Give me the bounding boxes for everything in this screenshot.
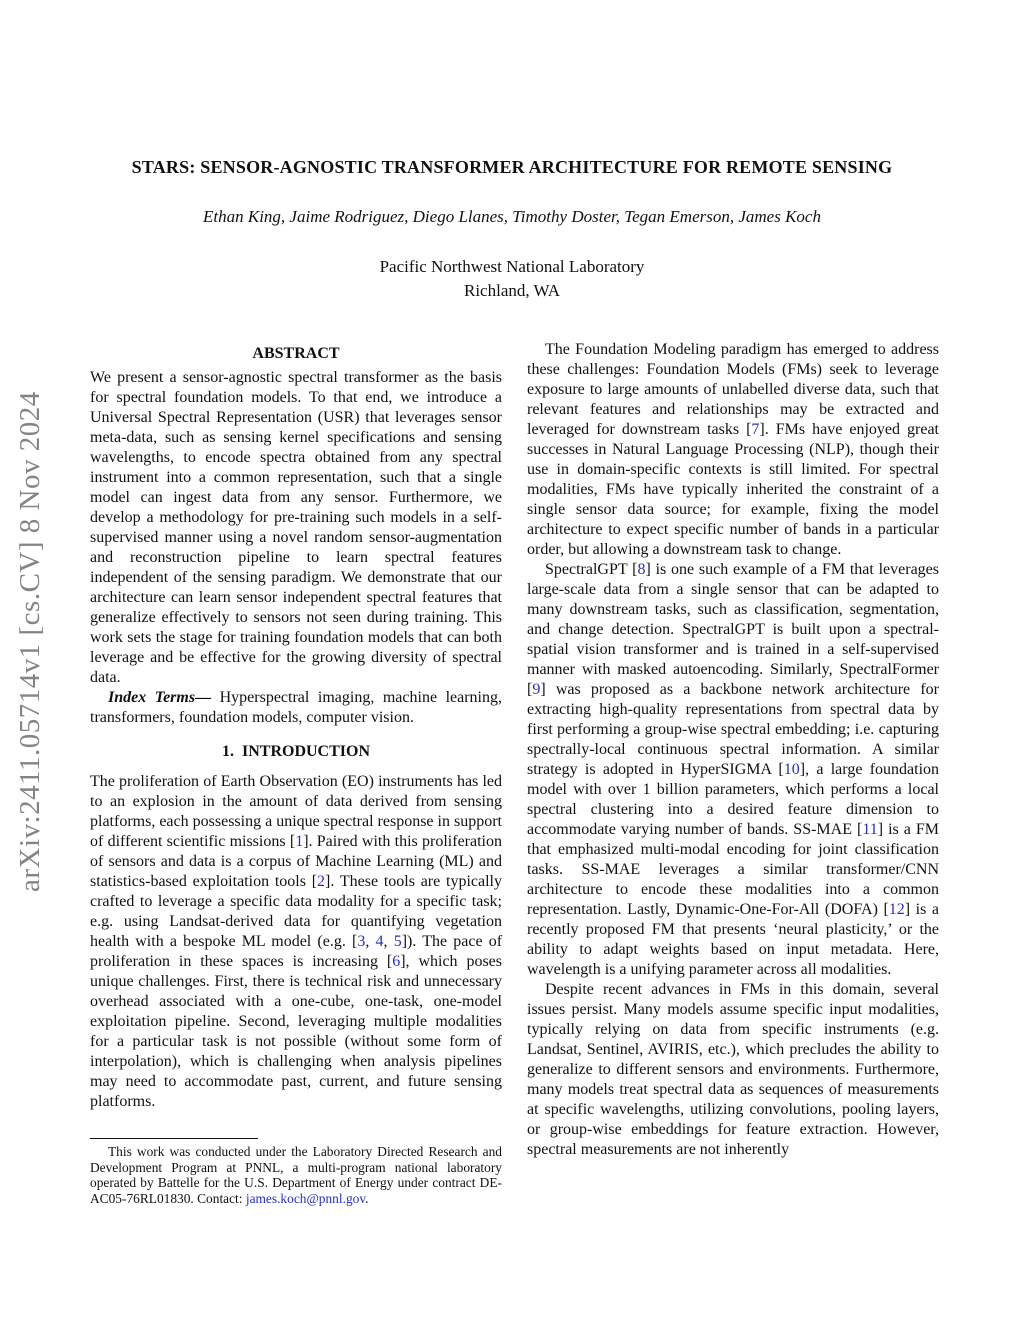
left-column [90, 344, 502, 1112]
right-column [527, 340, 939, 1160]
citation-link[interactable]: 12 [888, 901, 905, 918]
footnote-after-email: . [365, 1190, 369, 1206]
footnote [90, 1138, 502, 1206]
right-paragraph-1: The Foundation Modeling paradigm has emerged to address these challenges: Foundation Models (FMs) seek to leverage exposure to large amounts of unlabelled diverse data, such that relevant features and relationships may be extracted and leveraged for downstream tasks [7]. FMs have enjoyed great successes in Natural Language Processing (NLP), though their use in domain-specific contexts is still limited. For spectral modalities, FMs have typically inherited the constraint of a single sensor data source; for example, fixing the model architecture to expect specific number of bands in a particular order, but allowing a downstream task to change. [527, 341, 939, 558]
affiliation-name: Pacific Northwest National Laboratory [379, 257, 645, 276]
footnote-rule [90, 1138, 258, 1139]
paper-title: STARS: SENSOR-AGNOSTIC TRANSFORMER ARCHITECTURE FOR REMOTE SENSING [131, 157, 893, 177]
introduction-heading: 1. INTRODUCTION [221, 743, 370, 760]
affiliation-location: Richland, WA [463, 281, 560, 300]
arxiv-sidebar-label: arXiv:2411.05714v1 [cs.CV] 8 Nov 2024 [14, 391, 46, 893]
index-terms [90, 688, 502, 728]
abstract-heading: ABSTRACT [252, 345, 340, 362]
citation-link[interactable]: 5 [393, 933, 402, 950]
citation-link[interactable]: 10 [783, 761, 800, 778]
footnote-text [90, 1144, 502, 1206]
footnote-before-email: This work was conducted under the Laboratory Directed Research and Development Program at PNNL, a multi-program national laboratory operated by Battelle for the U.S. Department of Energy under contract DE-AC05-76RL01830. Contact: [90, 1144, 502, 1206]
index-terms-label: Index Terms— [108, 689, 212, 706]
citation-link[interactable]: 8 [637, 561, 646, 578]
contact-email-link[interactable]: james.koch@pnnl.gov [245, 1190, 366, 1206]
paper-affiliation [60, 255, 964, 303]
introduction-paragraph: The proliferation of Earth Observation (EO) instruments has led to an explosion in the amount of data derived from sensing platforms, each possessing a unique spectral response in support of different scientific missions [1]. Paired with this proliferation of sensors and data is a corpus of Machine Learning (ML) and statistics-based exploitation tools [2]. These tools are typically crafted to leverage a specific data modality for a specific task; e.g. using Landsat-derived data for quantifying vegetation health with a bespoke ML model (e.g. [3, 4, 5]). The pace of proliferation in these spaces is increasing [6], which poses unique challenges. First, there is technical risk and unnecessary overhead associated with a one-cube, one-task, one-model exploitation pipeline. Second, leveraging multiple modalities for a particular task is not possible (without some form of interpolation), which is challenging when analysis pipelines may need to accommodate past, current, and future sensing platforms. [90, 773, 503, 1110]
right-paragraph-3: Despite recent advances in FMs in this domain, several issues persist. Many models assume specific input modalities, typically relying on data from specific instruments (e.g. Landsat, Sentinel, AVIRIS, etc.), which precludes the ability to generalize to different sensors and environments. Furthermore, many models treat spectral data as sequences of measurements at specific wavelengths, utilizing convolutions, pooling layers, or group-wise embeddings for feature extraction. However, spectral measurements are not inherently [527, 981, 939, 1158]
right-paragraph-2: SpectralGPT [8] is one such example of a FM that leverages large-scale data from a single sensor that can be adapted to many downstream tasks, such as classification, segmentation, and change detection. SpectralGPT is built upon a spectral-spatial vision transformer and is trained in a self-supervised manner with masked autoencoding. Similarly, SpectralFormer [9] was proposed as a backbone network architecture for extracting high-quality representations from spectral data by first performing a group-wise spectral embedding; i.e. capturing spectrally-local continuous spectral information. A similar strategy is adopted in HyperSIGMA [10], a large foundation model with over 1 billion parameters, which performs a local spectral clustering into a desired feature dimension to accommodate varying number of bands. SS-MAE [11] is a FM that emphasized multi-modal encoding for joint classification tasks. SS-MAE leverages a similar transformer/CNN architecture to encode these modalities into a common representation. Lastly, Dynamic-One-For-All (DOFA) [12] is a recently proposed FM that presents ‘neural plasticity,’ or the ability to adapt weights based on input metadata. Here, wavelength is a unifying parameter across all modalities. [527, 561, 940, 978]
index-terms-body: Hyperspectral imaging, machine learning, transformers, foundation models, computer vision. [90, 689, 503, 726]
citation-link[interactable]: 2 [317, 873, 326, 890]
citation-link[interactable]: 7 [751, 421, 760, 438]
citation-link[interactable]: 11 [862, 821, 878, 838]
paper-authors: Ethan King, Jaime Rodriguez, Diego Llanes, Timothy Doster, Tegan Emerson, James Koch [203, 207, 821, 226]
abstract-body: We present a sensor-agnostic spectral transformer as the basis for spectral foundation models. To that end, we introduce a Universal Spectral Representation (USR) that leverages sensor meta-data, such as sensing kernel specifications and sensing wavelengths, to encode spectra obtained from any spectral instrument into a common representation, such that a single model can ingest data from any sensor. Furthermore, we develop a methodology for pre-training such models in a self-supervised manner using a novel random sensor-augmentation and reconstruction pipeline to learn spectral features independent of the sensing paradigm. We demonstrate that our architecture can learn sensor independent spectral features that generalize effectively to sensors not seen during training. This work sets the stage for training foundation models that can both leverage and be effective for the growing diversity of spectral data. [90, 369, 502, 686]
citation-link[interactable]: 9 [532, 681, 541, 698]
citation-link[interactable]: 1 [295, 833, 304, 850]
citation-link[interactable]: 4 [375, 933, 384, 950]
citation-link[interactable]: 6 [392, 953, 401, 970]
citation-link[interactable]: 3 [357, 933, 366, 950]
